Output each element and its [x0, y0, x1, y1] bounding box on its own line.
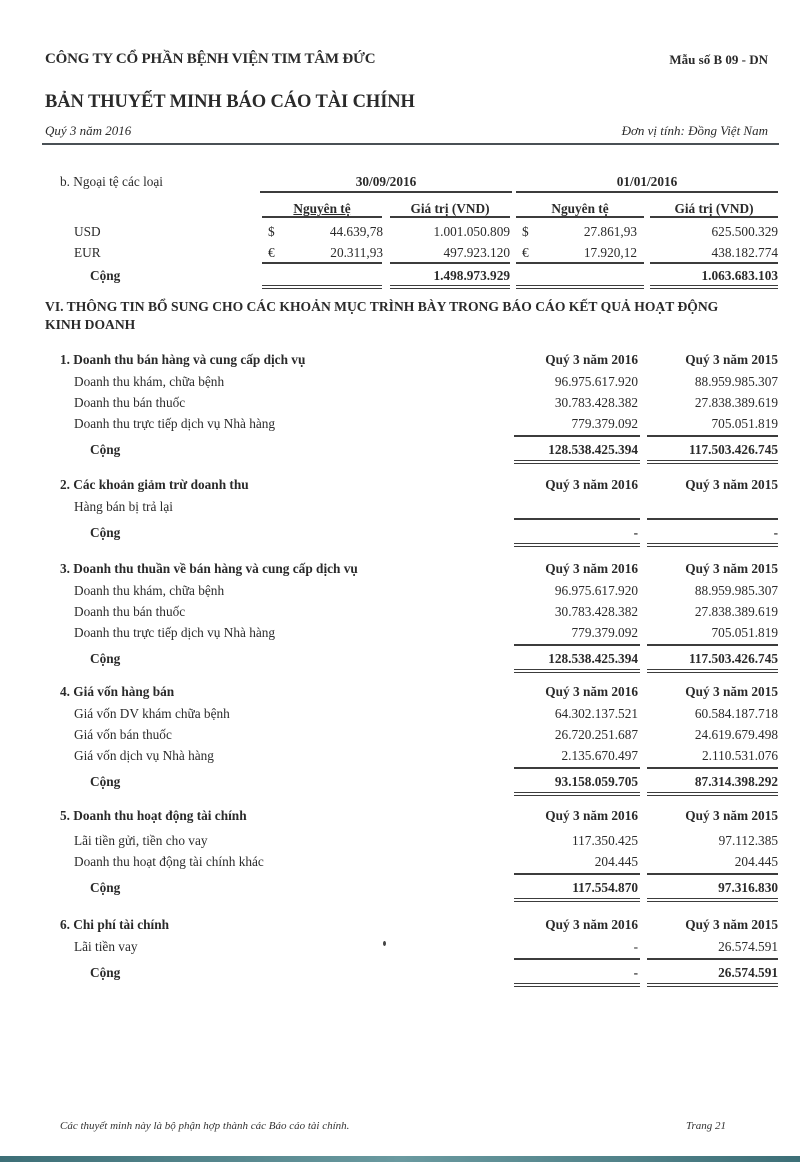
total-2015: 97.316.830: [718, 880, 778, 895]
subtotal-rule: [647, 958, 778, 960]
column-header-2015: Quý 3 năm 2015: [685, 684, 778, 699]
value-2016: 26.720.251.687: [554, 727, 638, 742]
column-header-2016: Quý 3 năm 2016: [545, 917, 638, 932]
total-double-rule: [647, 983, 778, 987]
value-2016: 30.783.428.382: [554, 604, 638, 619]
total-2015: 26.574.591: [718, 965, 778, 980]
value-2015: 27.838.389.619: [694, 395, 778, 410]
section-vi-title-line2: KINH DOANH: [45, 317, 136, 332]
column-header-2015: Quý 3 năm 2015: [685, 477, 778, 492]
subtotal-rule: [514, 958, 640, 960]
currency-table-label: b. Ngoại tệ các loại: [60, 174, 164, 189]
subtotal-rule: [514, 518, 640, 520]
row-label: Doanh thu hoạt động tài chính khác: [74, 854, 264, 869]
note-title: 5. Doanh thu hoạt động tài chính: [60, 808, 247, 823]
vnd-amount: 438.182.774: [711, 245, 778, 260]
value-2016: 2.135.670.497: [561, 748, 638, 763]
value-2015: 24.619.679.498: [694, 727, 778, 742]
total-label: Cộng: [90, 651, 121, 666]
row-label: Lãi tiền vay: [74, 939, 138, 954]
total-2016: -: [633, 525, 638, 540]
company-name: CÔNG TY CỔ PHẦN BỆNH VIỆN TIM TÂM ĐỨC: [45, 51, 376, 67]
total-label: Cộng: [90, 442, 121, 457]
sub-header-orig-2: Nguyên tệ: [551, 201, 609, 216]
form-number: Mẫu số B 09 - DN: [669, 52, 768, 67]
total-2016: 128.538.425.394: [548, 651, 638, 666]
subtotal-rule: [647, 435, 778, 437]
column-header-2016: Quý 3 năm 2016: [545, 352, 638, 367]
total-label: Cộng: [90, 880, 121, 895]
page-number: Trang 21: [686, 1120, 727, 1132]
total-vnd-2: 1.063.683.103: [701, 268, 778, 283]
total-double-rule: [514, 898, 640, 902]
row-label: Doanh thu trực tiếp dịch vụ Nhà hàng: [74, 625, 276, 640]
value-2015: 705.051.819: [711, 416, 778, 431]
total-double-rule: [647, 669, 778, 673]
total-double-rule: [514, 792, 640, 796]
sub-header-vnd-1: Giá trị (VND): [410, 201, 490, 216]
document-title: BẢN THUYẾT MINH BÁO CÁO TÀI CHÍNH: [45, 92, 415, 112]
currency-symbol: $: [522, 224, 529, 239]
subtotal-rule: [514, 873, 640, 875]
row-label: Lãi tiền gửi, tiền cho vay: [74, 833, 208, 848]
total-2016: -: [633, 965, 638, 980]
sub-header-vnd-2: Giá trị (VND): [674, 201, 754, 216]
vnd-amount: 625.500.329: [711, 224, 778, 239]
value-2016: 96.975.617.920: [554, 374, 638, 389]
vnd-amount: 497.923.120: [443, 245, 510, 260]
report-period: Quý 3 năm 2016: [45, 123, 132, 138]
value-2015: 27.838.389.619: [694, 604, 778, 619]
total-double-rule: [647, 543, 778, 547]
subtotal-rule: [647, 873, 778, 875]
total-2016: 128.538.425.394: [548, 442, 638, 457]
value-2016: 204.445: [594, 854, 638, 869]
scan-edge-band: [0, 1156, 800, 1162]
row-label: Doanh thu bán thuốc: [74, 604, 186, 619]
subtotal-rule: [647, 767, 778, 769]
vnd-amount: 1.001.050.809: [433, 224, 510, 239]
subtotal-rule: [514, 435, 640, 437]
date-header-2: 01/01/2016: [616, 174, 678, 189]
total-double-rule: [514, 983, 640, 987]
row-label: Giá vốn bán thuốc: [74, 727, 172, 742]
total-2015: -: [773, 525, 778, 540]
row-label: Giá vốn dịch vụ Nhà hàng: [74, 748, 214, 763]
value-2015: 2.110.531.076: [702, 748, 778, 763]
value-2016: 64.302.137.521: [554, 706, 638, 721]
column-header-2016: Quý 3 năm 2016: [545, 808, 638, 823]
currency-symbol: €: [522, 245, 529, 260]
total-2015: 87.314.398.292: [694, 774, 778, 789]
total-double-rule: [647, 460, 778, 464]
subtotal-rule: [514, 767, 640, 769]
row-label: Doanh thu khám, chữa bệnh: [74, 374, 225, 389]
value-2016: 96.975.617.920: [554, 583, 638, 598]
total-label: Cộng: [90, 965, 121, 980]
value-2015: 705.051.819: [711, 625, 778, 640]
total-2015: 117.503.426.745: [688, 651, 778, 666]
subtotal-rule: [514, 644, 640, 646]
scan-speck: [383, 941, 386, 946]
value-2016: 30.783.428.382: [554, 395, 638, 410]
note-title: 4. Giá vốn hàng bán: [60, 684, 175, 699]
currency-unit: Đơn vị tính: Đồng Việt Nam: [621, 123, 768, 138]
note-title: 2. Các khoản giảm trừ doanh thu: [60, 477, 249, 492]
currency-name: USD: [74, 224, 101, 239]
value-2015: 88.959.985.307: [694, 583, 778, 598]
subtotal-rule: [647, 518, 778, 520]
column-header-2015: Quý 3 năm 2015: [685, 352, 778, 367]
total-2016: 117.554.870: [572, 880, 638, 895]
currency-symbol: €: [268, 245, 275, 260]
column-header-2015: Quý 3 năm 2015: [685, 808, 778, 823]
row-label: Doanh thu khám, chữa bệnh: [74, 583, 225, 598]
value-2015: 26.574.591: [718, 939, 778, 954]
value-2016: 779.379.092: [571, 416, 638, 431]
value-2016: 117.350.425: [572, 833, 638, 848]
note-title: 1. Doanh thu bán hàng và cung cấp dịch vụ: [60, 352, 306, 367]
total-double-rule: [647, 898, 778, 902]
total-label: Cộng: [90, 525, 121, 540]
total-label: Cộng: [90, 774, 121, 789]
sub-header-orig-1: Nguyên tệ: [293, 201, 351, 216]
total-label: Cộng: [90, 268, 121, 283]
section-vi-title-line1: VI. THÔNG TIN BỔ SUNG CHO CÁC KHOẢN MỤC TRÌNH BÀY TRONG BÁO CÁO KẾT QUẢ HOẠT ĐỘNG: [45, 299, 719, 314]
total-double-rule: [514, 460, 640, 464]
note-title: 6. Chi phí tài chính: [60, 917, 169, 932]
note-title: 3. Doanh thu thuần về bán hàng và cung cấp dịch vụ: [60, 561, 358, 576]
column-header-2015: Quý 3 năm 2015: [685, 561, 778, 576]
date-header-1: 30/09/2016: [355, 174, 417, 189]
row-label: Doanh thu bán thuốc: [74, 395, 186, 410]
row-label: Giá vốn DV khám chữa bệnh: [74, 706, 230, 721]
value-2016: 779.379.092: [571, 625, 638, 640]
header-rule: [42, 143, 779, 145]
value-2016: -: [633, 939, 638, 954]
row-label: Hàng bán bị trả lại: [74, 499, 173, 514]
total-double-rule: [647, 792, 778, 796]
value-2015: 60.584.187.718: [694, 706, 778, 721]
value-2015: 204.445: [734, 854, 778, 869]
subtotal-rule: [647, 644, 778, 646]
orig-amount: 20.311,93: [330, 245, 383, 260]
currency-name: EUR: [74, 245, 101, 260]
column-header-2016: Quý 3 năm 2016: [545, 477, 638, 492]
footer-note: Các thuyết minh này là bộ phận hợp thành các Báo cáo tài chính.: [60, 1120, 350, 1132]
value-2015: 97.112.385: [718, 833, 778, 848]
total-2015: 117.503.426.745: [688, 442, 778, 457]
value-2015: 88.959.985.307: [694, 374, 778, 389]
column-header-2016: Quý 3 năm 2016: [545, 684, 638, 699]
column-header-2015: Quý 3 năm 2015: [685, 917, 778, 932]
total-double-rule: [514, 543, 640, 547]
total-vnd-1: 1.498.973.929: [433, 268, 510, 283]
total-double-rule: [514, 669, 640, 673]
row-label: Doanh thu trực tiếp dịch vụ Nhà hàng: [74, 416, 276, 431]
orig-amount: 44.639,78: [329, 224, 383, 239]
orig-amount: 27.861,93: [583, 224, 637, 239]
column-header-2016: Quý 3 năm 2016: [545, 561, 638, 576]
total-2016: 93.158.059.705: [554, 774, 638, 789]
currency-symbol: $: [268, 224, 275, 239]
orig-amount: 17.920,12: [583, 245, 637, 260]
